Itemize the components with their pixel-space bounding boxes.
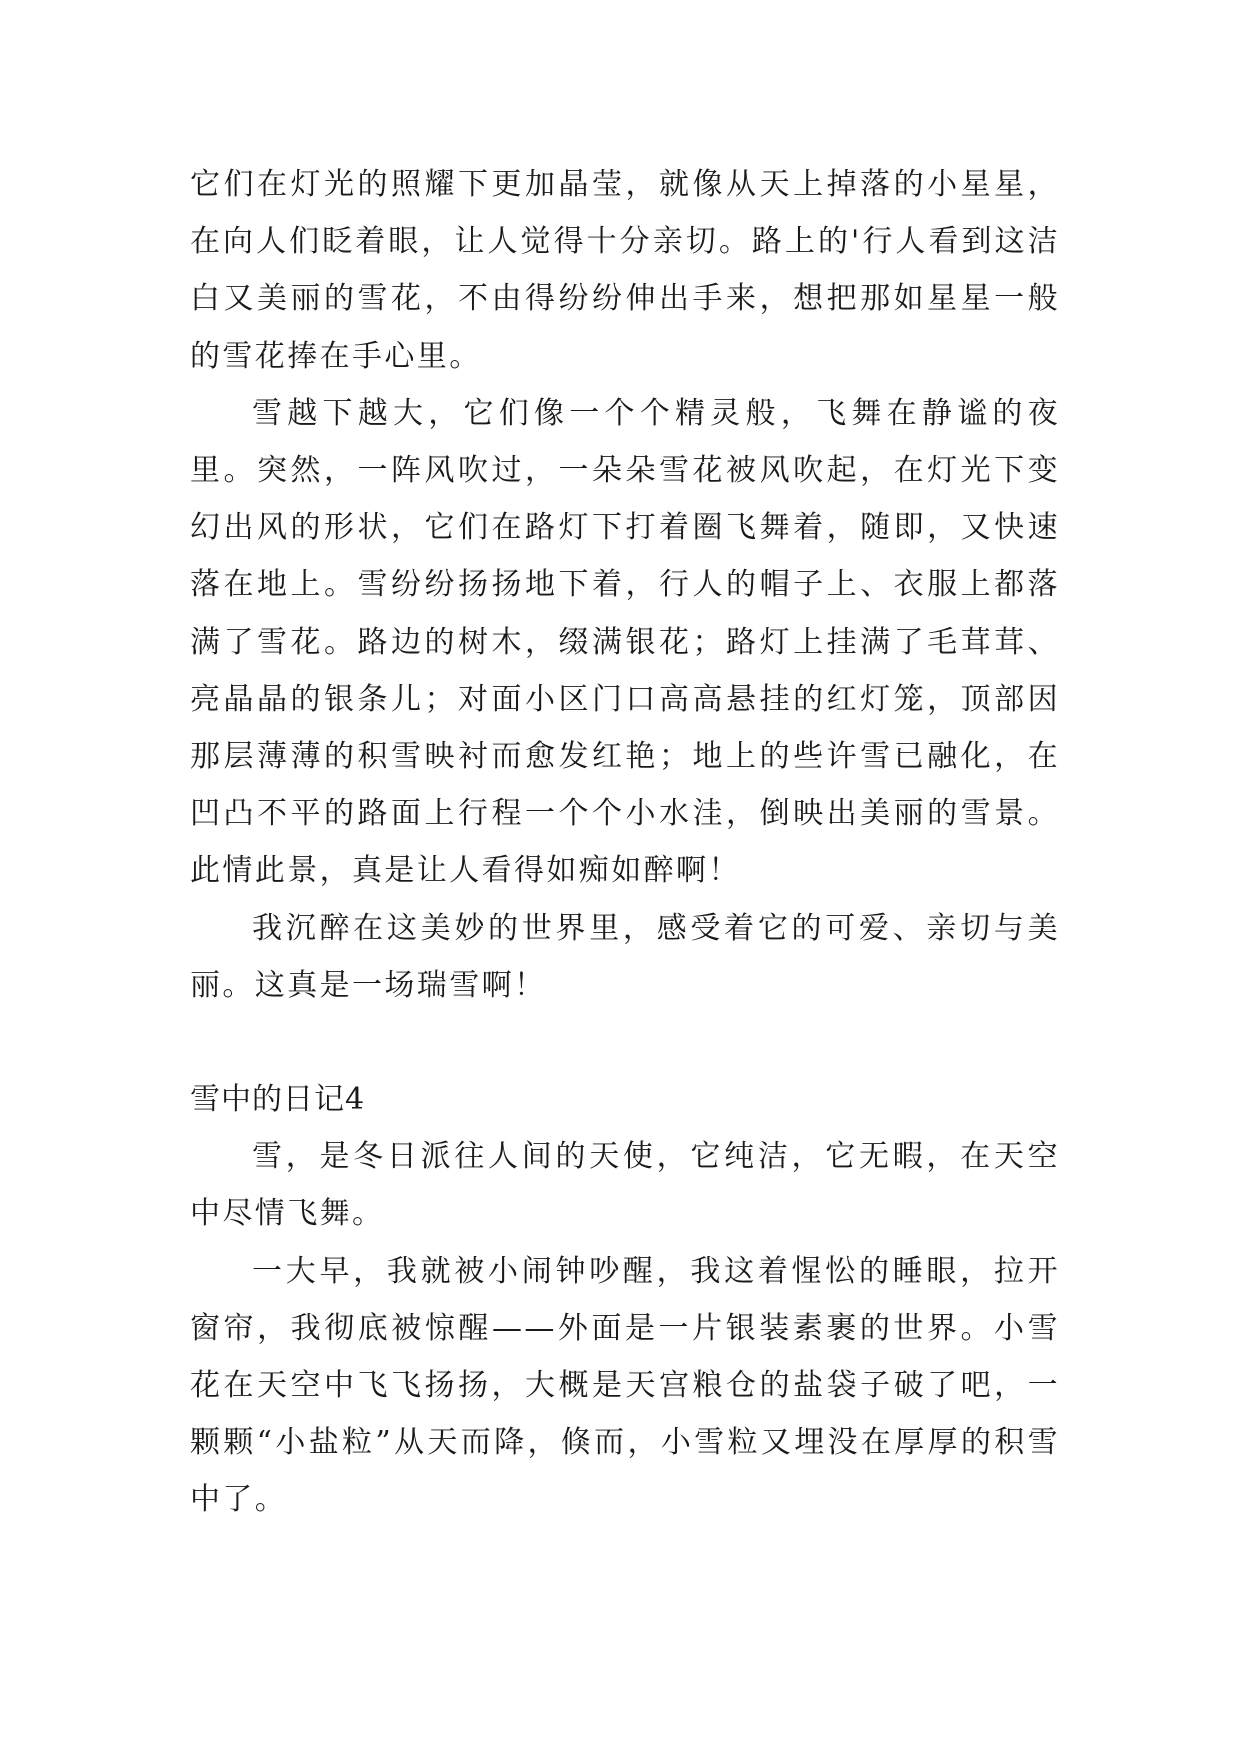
section-spacer <box>190 1014 1060 1071</box>
section-title: 雪中的日记4 <box>190 1082 366 1118</box>
paragraph-continued: 它们在灯光的照耀下更加晶莹，就像从天上掉落的小星星，在向人们眨着眼，让人觉得十分亲切。路上的'行人看到这洁白又美丽的雪花，不由得纷纷伸出手来，想把那如星星一般的雪花捧在手心里。 <box>190 167 1060 374</box>
paragraph-morning: 一大早，我就被小闹钟吵醒，我这着惺忪的睡眼，拉开窗帘，我彻底被惊醒——外面是一片银装素裹的世界。小雪花在天空中飞飞扬扬，大概是天宫粮仓的盐袋子破了吧，一颗颗“小盐粒”从天而降，倏而，小雪粒又埋没在厚厚的积雪中了。 <box>190 1253 1060 1518</box>
paragraph-conclusion: 我沉醉在这美妙的世界里，感受着它的可爱、亲切与美丽。这真是一场瑞雪啊！ <box>190 910 1060 1003</box>
paragraph-intro: 雪，是冬日派往人间的天使，它纯洁，它无暇，在天空中尽情飞舞。 <box>190 1139 1060 1232</box>
paragraph-snow-falling: 雪越下越大，它们像一个个精灵般，飞舞在静谧的夜里。突然，一阵风吹过，一朵朵雪花被风吹起，在灯光下变幻出风的形状，它们在路灯下打着圈飞舞着，随即，又快速落在地上。雪纷纷扬扬地下着，行人的帽子上、衣服上都落满了雪花。路边的树木，缀满银花；路灯上挂满了毛茸茸、亮晶晶的银条儿；对面小区门口高高悬挂的红灯笼，顶部因那层薄薄的积雪映衬而愈发红艳；地上的些许雪已融化，在凹凸不平的路面上行程一个个小水洼，倒映出美丽的雪景。此情此景，真是让人看得如痴如醉啊！ <box>190 395 1060 889</box>
document-page <box>190 156 1060 1529</box>
